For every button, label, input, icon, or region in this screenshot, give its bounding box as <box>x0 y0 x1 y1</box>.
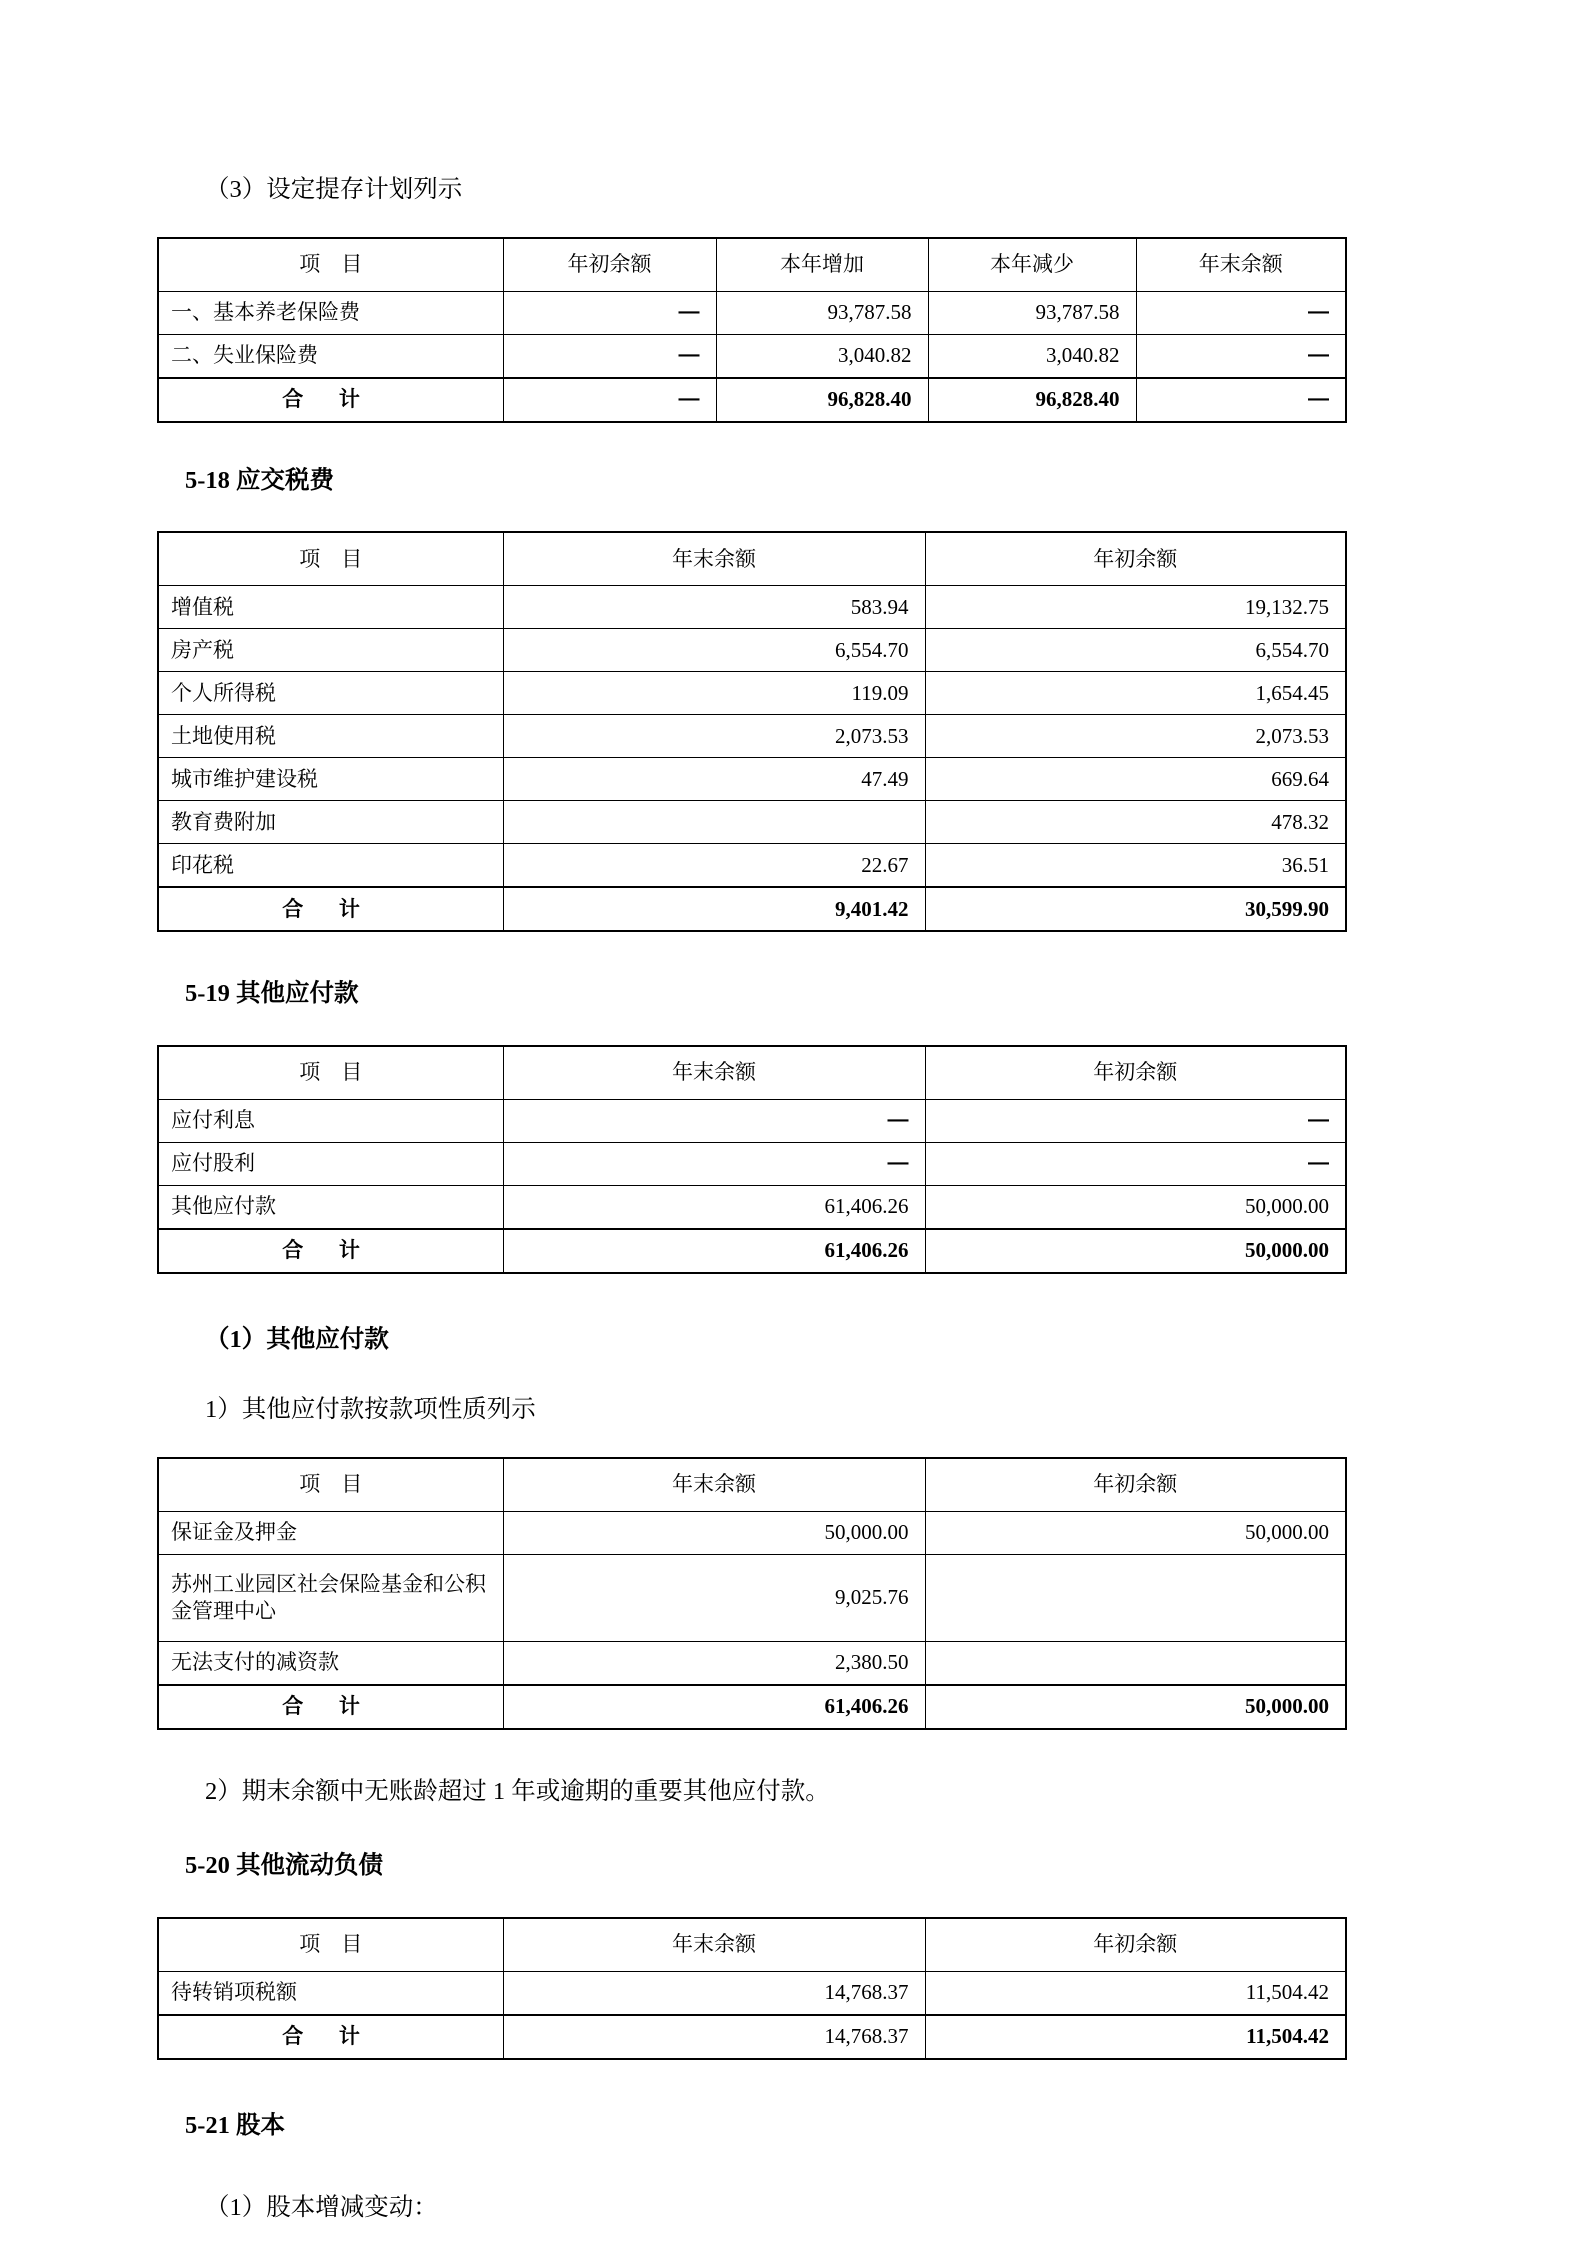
table-header-row <box>158 1458 1346 1512</box>
cell-opening-balance: 478.32 <box>925 801 1346 844</box>
column-header-increase: 本年增加 <box>716 238 928 292</box>
cell-increase: 3,040.82 <box>716 334 928 378</box>
row-label: 无法支付的减资款 <box>158 1641 503 1685</box>
cell-closing-balance: 9,401.42 <box>503 887 925 931</box>
column-header-closing-balance: 年末余额 <box>503 1046 925 1100</box>
row-label-total: 合 计 <box>158 1685 503 1729</box>
table-row <box>158 1511 1346 1554</box>
heading-5-20-other-current-liabilities: 5-20 其他流动负债 <box>185 1852 384 1879</box>
spacer <box>157 1352 1437 1398</box>
row-label: 个人所得税 <box>158 672 503 715</box>
row-label: 待转销项税额 <box>158 1971 503 2015</box>
cell-opening-balance: 2,073.53 <box>925 715 1346 758</box>
column-header-closing-balance: 年末余额 <box>503 1918 925 1972</box>
column-header-opening-balance: 年初余额 <box>503 238 716 292</box>
table-row <box>158 1554 1346 1641</box>
cell-closing-balance: — <box>1136 334 1346 378</box>
column-header-opening-balance: 年初余额 <box>925 1046 1346 1100</box>
table-row <box>158 758 1346 801</box>
cell-closing-balance: 583.94 <box>503 586 925 629</box>
table-total-row <box>158 1229 1346 1273</box>
table-row <box>158 1142 1346 1185</box>
row-label: 苏州工业园区社会保险基金和公积金管理中心 <box>158 1554 503 1641</box>
table-row <box>158 672 1346 715</box>
column-header-opening-balance: 年初余额 <box>925 1458 1346 1512</box>
cell-opening-balance: 50,000.00 <box>925 1229 1346 1273</box>
table-row <box>158 586 1346 629</box>
row-label: 一、基本养老保险费 <box>158 291 503 334</box>
table-row <box>158 1099 1346 1142</box>
row-label: 二、失业保险费 <box>158 334 503 378</box>
cell-opening-balance: 669.64 <box>925 758 1346 801</box>
table-row <box>158 844 1346 888</box>
spacer <box>157 1879 1437 1917</box>
spacer <box>157 1007 1437 1045</box>
row-label: 应付股利 <box>158 1142 503 1185</box>
heading-5-21-share-capital: 5-21 股本 <box>185 2111 286 2139</box>
cell-closing-balance <box>503 801 925 844</box>
cell-opening-balance: 50,000.00 <box>925 1685 1346 1729</box>
table-total-row <box>158 887 1346 931</box>
cell-increase: 96,828.40 <box>716 378 928 422</box>
table-header-row <box>158 238 1346 292</box>
cell-opening-balance: 19,132.75 <box>925 586 1346 629</box>
row-label: 教育费附加 <box>158 801 503 844</box>
row-label: 增值税 <box>158 586 503 629</box>
table-header-row <box>158 1046 1346 1100</box>
cell-closing-balance: 61,406.26 <box>503 1229 925 1273</box>
table-taxes-payable <box>157 531 1347 932</box>
page-content <box>157 178 1437 2221</box>
cell-opening-balance: 11,504.42 <box>925 2015 1346 2059</box>
heading-5-19-other-payables: 5-19 其他应付款 <box>185 980 359 1007</box>
table-row <box>158 801 1346 844</box>
heading-defined-contribution-plan: （3）设定提存计划列示 <box>205 176 463 203</box>
cell-closing-balance: — <box>503 1099 925 1142</box>
table-other-payables-summary <box>157 1045 1347 1274</box>
table-row <box>158 1185 1346 1229</box>
spacer <box>157 2060 1437 2114</box>
cell-opening-balance: — <box>503 378 716 422</box>
column-header-item: 项 目 <box>158 1458 503 1512</box>
spacer <box>157 2138 1437 2196</box>
table-defined-contribution-plan <box>157 237 1347 423</box>
table-row <box>158 334 1346 378</box>
column-header-decrease: 本年减少 <box>928 238 1136 292</box>
table-row <box>158 1641 1346 1685</box>
cell-closing-balance: — <box>1136 291 1346 334</box>
cell-closing-balance: 119.09 <box>503 672 925 715</box>
cell-opening-balance: — <box>503 291 716 334</box>
column-header-closing-balance: 年末余额 <box>503 532 925 586</box>
cell-increase: 93,787.58 <box>716 291 928 334</box>
cell-opening-balance: 36.51 <box>925 844 1346 888</box>
cell-closing-balance: 50,000.00 <box>503 1511 925 1554</box>
row-label: 印花税 <box>158 844 503 888</box>
cell-closing-balance: 2,380.50 <box>503 1641 925 1685</box>
cell-decrease: 93,787.58 <box>928 291 1136 334</box>
cell-opening-balance: 50,000.00 <box>925 1511 1346 1554</box>
column-header-opening-balance: 年初余额 <box>925 1918 1346 1972</box>
cell-closing-balance: 22.67 <box>503 844 925 888</box>
row-label-total: 合 计 <box>158 1229 503 1273</box>
column-header-item: 项 目 <box>158 532 503 586</box>
table-row <box>158 291 1346 334</box>
spacer <box>157 203 1437 237</box>
cell-closing-balance: 14,768.37 <box>503 1971 925 2015</box>
cell-opening-balance: 30,599.90 <box>925 887 1346 931</box>
row-label: 保证金及押金 <box>158 1511 503 1554</box>
table-row <box>158 715 1346 758</box>
table-header-row <box>158 532 1346 586</box>
cell-closing-balance: — <box>1136 378 1346 422</box>
table-other-payables-by-nature <box>157 1457 1347 1730</box>
table-total-row <box>158 1685 1346 1729</box>
spacer <box>157 932 1437 982</box>
table-other-current-liabilities <box>157 1917 1347 2060</box>
subheading-share-capital-change: （1）股本增减变动： <box>205 2194 438 2221</box>
spacer <box>157 1274 1437 1328</box>
row-label: 房产税 <box>158 629 503 672</box>
column-header-closing-balance: 年末余额 <box>503 1458 925 1512</box>
column-header-item: 项 目 <box>158 238 503 292</box>
cell-closing-balance: — <box>503 1142 925 1185</box>
cell-opening-balance: — <box>503 334 716 378</box>
cell-opening-balance: — <box>925 1099 1346 1142</box>
spacer <box>157 1423 1437 1457</box>
row-label: 其他应付款 <box>158 1185 503 1229</box>
cell-closing-balance: 9,025.76 <box>503 1554 925 1641</box>
table-header-row <box>158 1918 1346 1972</box>
cell-closing-balance: 14,768.37 <box>503 2015 925 2059</box>
cell-decrease: 3,040.82 <box>928 334 1136 378</box>
row-label: 应付利息 <box>158 1099 503 1142</box>
cell-closing-balance: 2,073.53 <box>503 715 925 758</box>
cell-closing-balance: 47.49 <box>503 758 925 801</box>
column-header-item: 项 目 <box>158 1918 503 1972</box>
note-aging-other-payables: 2）期末余额中无账龄超过 1 年或逾期的重要其他应付款。 <box>205 1777 830 1805</box>
cell-closing-balance: 61,406.26 <box>503 1185 925 1229</box>
table-total-row <box>158 378 1346 422</box>
spacer <box>157 423 1437 469</box>
cell-closing-balance: 6,554.70 <box>503 629 925 672</box>
heading-5-18-taxes-payable: 5-18 应交税费 <box>185 466 335 494</box>
column-header-item: 项 目 <box>158 1046 503 1100</box>
row-label-total: 合 计 <box>158 378 503 422</box>
cell-opening-balance: — <box>925 1142 1346 1185</box>
spacer <box>157 1804 1437 1854</box>
column-header-closing-balance: 年末余额 <box>1136 238 1346 292</box>
table-total-row <box>158 2015 1346 2059</box>
cell-opening-balance: 50,000.00 <box>925 1185 1346 1229</box>
table-row <box>158 629 1346 672</box>
table-row <box>158 1971 1346 2015</box>
row-label: 土地使用税 <box>158 715 503 758</box>
row-label-total: 合 计 <box>158 2015 503 2059</box>
spacer <box>157 493 1437 531</box>
column-header-opening-balance: 年初余额 <box>925 532 1346 586</box>
row-label: 城市维护建设税 <box>158 758 503 801</box>
cell-opening-balance <box>925 1641 1346 1685</box>
cell-opening-balance: 11,504.42 <box>925 1971 1346 2015</box>
cell-opening-balance <box>925 1554 1346 1641</box>
cell-opening-balance: 1,654.45 <box>925 672 1346 715</box>
row-label-total: 合 计 <box>158 887 503 931</box>
subheading-other-payables-by-nature: 1）其他应付款按款项性质列示 <box>205 1396 536 1423</box>
cell-opening-balance: 6,554.70 <box>925 629 1346 672</box>
spacer <box>157 1730 1437 1780</box>
heading-1-other-payables: （1）其他应付款 <box>205 1325 389 1353</box>
cell-closing-balance: 61,406.26 <box>503 1685 925 1729</box>
cell-decrease: 96,828.40 <box>928 378 1136 422</box>
